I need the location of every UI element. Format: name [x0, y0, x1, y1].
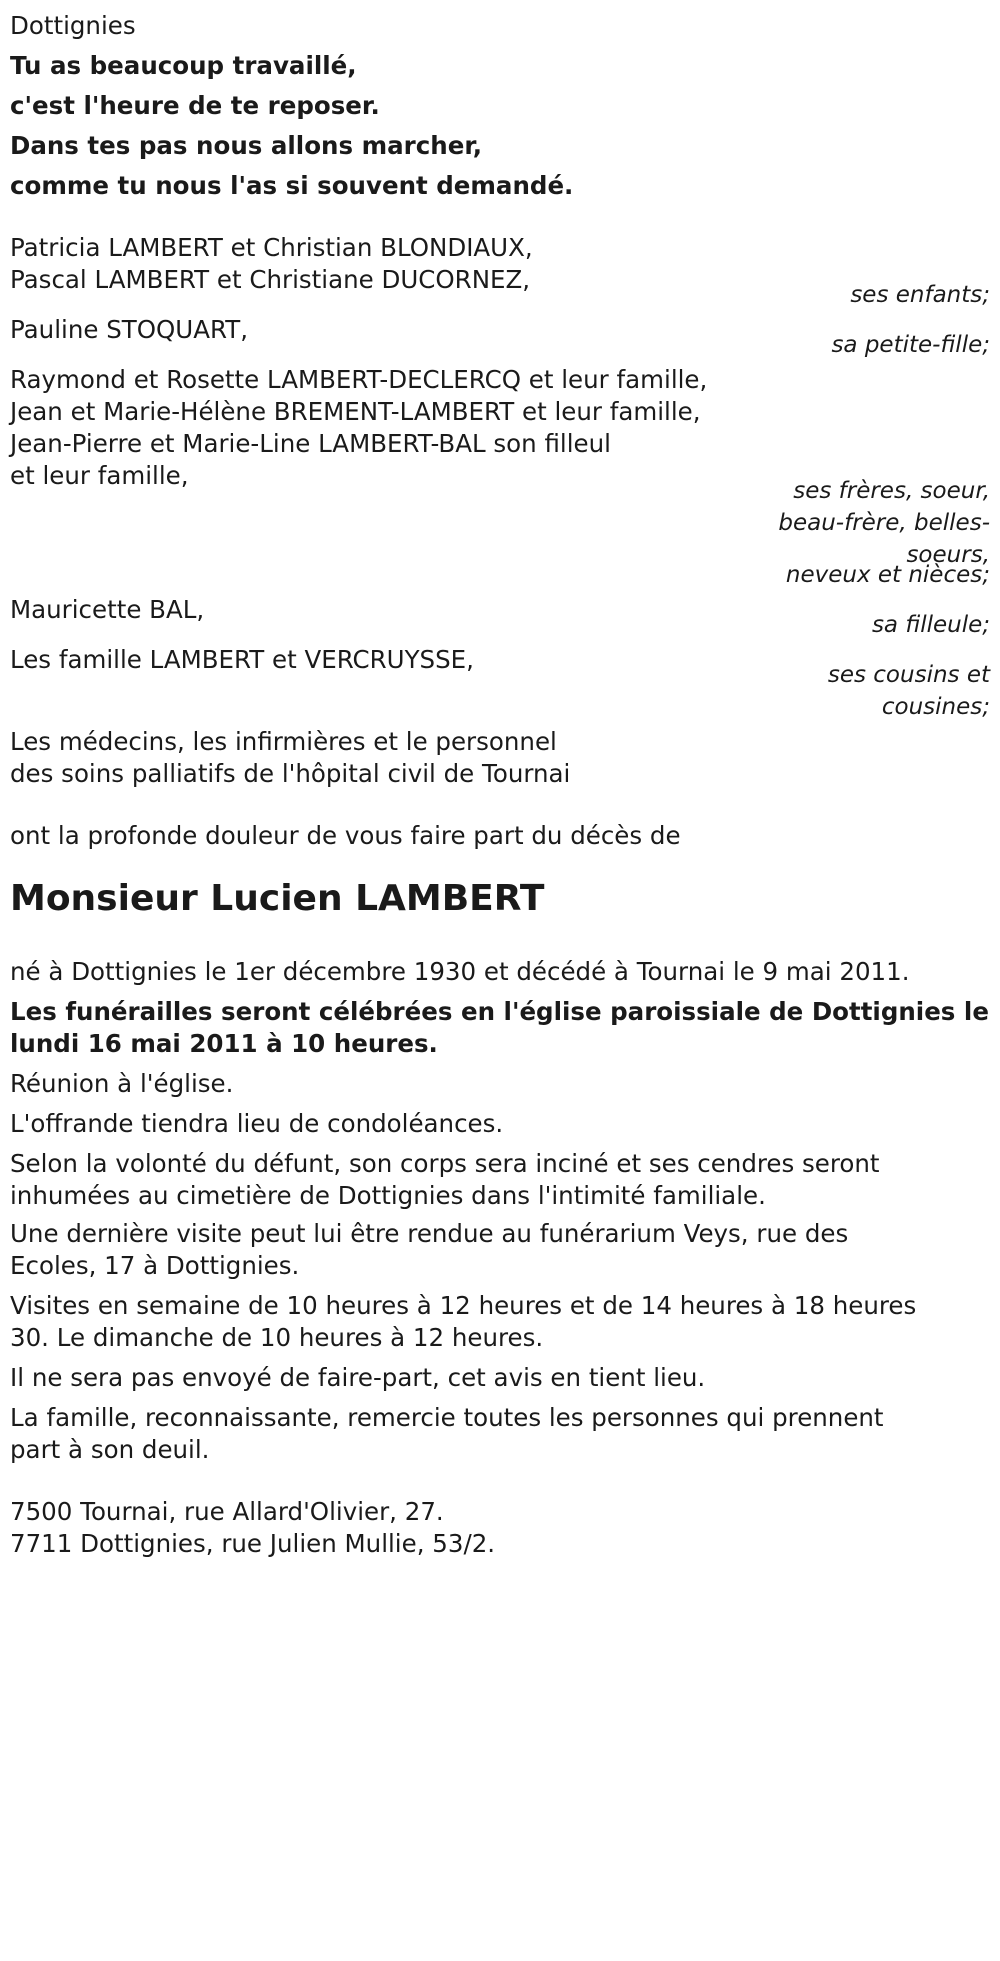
birth-death-text: né à Dottignies le 1er décembre 1930 et décédé à Tournai le 9 mai 2011. [10, 957, 910, 986]
poem-line: c'est l'heure de te reposer. [10, 91, 380, 120]
cousins-relation: cousines; [881, 694, 990, 720]
address-line: 7500 Tournai, rue Allard'Olivier, 27. [10, 1497, 444, 1526]
address-line: 7711 Dottignies, rue Julien Mullie, 53/2. [10, 1529, 496, 1558]
poem-line: comme tu nous l'as si souvent demandé. [10, 171, 574, 200]
siblings-relation: ses frères, soeur, [793, 478, 990, 504]
meeting-text: Réunion à l'église. [10, 1069, 234, 1098]
announcement-text: ont la profonde douleur de vous faire part du décès de [10, 821, 681, 850]
siblings-line: Jean-Pierre et Marie-Line LAMBERT-BAL son filleul [10, 429, 611, 458]
funeral-line: Les funérailles seront célébrées en l'église paroissiale de Dottignies le [10, 997, 989, 1026]
medical-staff-line: Les médecins, les infirmières et le personnel [10, 727, 557, 756]
siblings-relation: beau-frère, belles- [778, 510, 990, 536]
goddaughter-relation: sa filleule; [871, 612, 990, 638]
siblings-line: Raymond et Rosette LAMBERT-DECLERCQ et leur famille, [10, 365, 708, 394]
funeral-line: lundi 16 mai 2011 à 10 heures. [10, 1029, 438, 1058]
deceased-name: Monsieur Lucien LAMBERT [10, 878, 545, 919]
offering-text: L'offrande tiendra lieu de condoléances. [10, 1109, 504, 1138]
poem-line: Tu as beaucoup travaillé, [10, 51, 357, 80]
visit-line: Une dernière visite peut lui être rendue au funérarium Veys, rue des [10, 1219, 849, 1248]
thanks-line: La famille, reconnaissante, remercie toutes les personnes qui prennent [10, 1403, 884, 1432]
siblings-line: et leur famille, [10, 461, 189, 490]
siblings-relation: neveux et nièces; [785, 562, 990, 588]
children-relation: ses enfants; [850, 282, 990, 308]
granddaughter-line: Pauline STOQUART, [10, 315, 248, 344]
thanks-line: part à son deuil. [10, 1435, 210, 1464]
cousins-line: Les famille LAMBERT et VERCRUYSSE, [10, 645, 474, 674]
wishes-line: Selon la volonté du défunt, son corps sera inciné et ses cendres seront [10, 1149, 880, 1178]
children-line: Pascal LAMBERT et Christiane DUCORNEZ, [10, 265, 531, 294]
children-line: Patricia LAMBERT et Christian BLONDIAUX, [10, 233, 533, 262]
granddaughter-relation: sa petite-fille; [831, 332, 990, 358]
hours-line: Visites en semaine de 10 heures à 12 heures et de 14 heures à 18 heures [10, 1291, 917, 1320]
place-heading: Dottignies [10, 11, 136, 40]
siblings-relation: soeurs, [906, 542, 990, 568]
siblings-line: Jean et Marie-Hélène BREMENT-LAMBERT et leur famille, [10, 397, 701, 426]
medical-staff-line: des soins palliatifs de l'hôpital civil de Tournai [10, 759, 571, 788]
cousins-relation: ses cousins et [827, 662, 990, 688]
hours-line: 30. Le dimanche de 10 heures à 12 heures. [10, 1323, 544, 1352]
poem-line: Dans tes pas nous allons marcher, [10, 131, 483, 160]
visit-line: Ecoles, 17 à Dottignies. [10, 1251, 300, 1280]
notice-text: Il ne sera pas envoyé de faire-part, cet avis en tient lieu. [10, 1363, 706, 1392]
wishes-line: inhumées au cimetière de Dottignies dans l'intimité familiale. [10, 1181, 766, 1210]
goddaughter-line: Mauricette BAL, [10, 595, 205, 624]
